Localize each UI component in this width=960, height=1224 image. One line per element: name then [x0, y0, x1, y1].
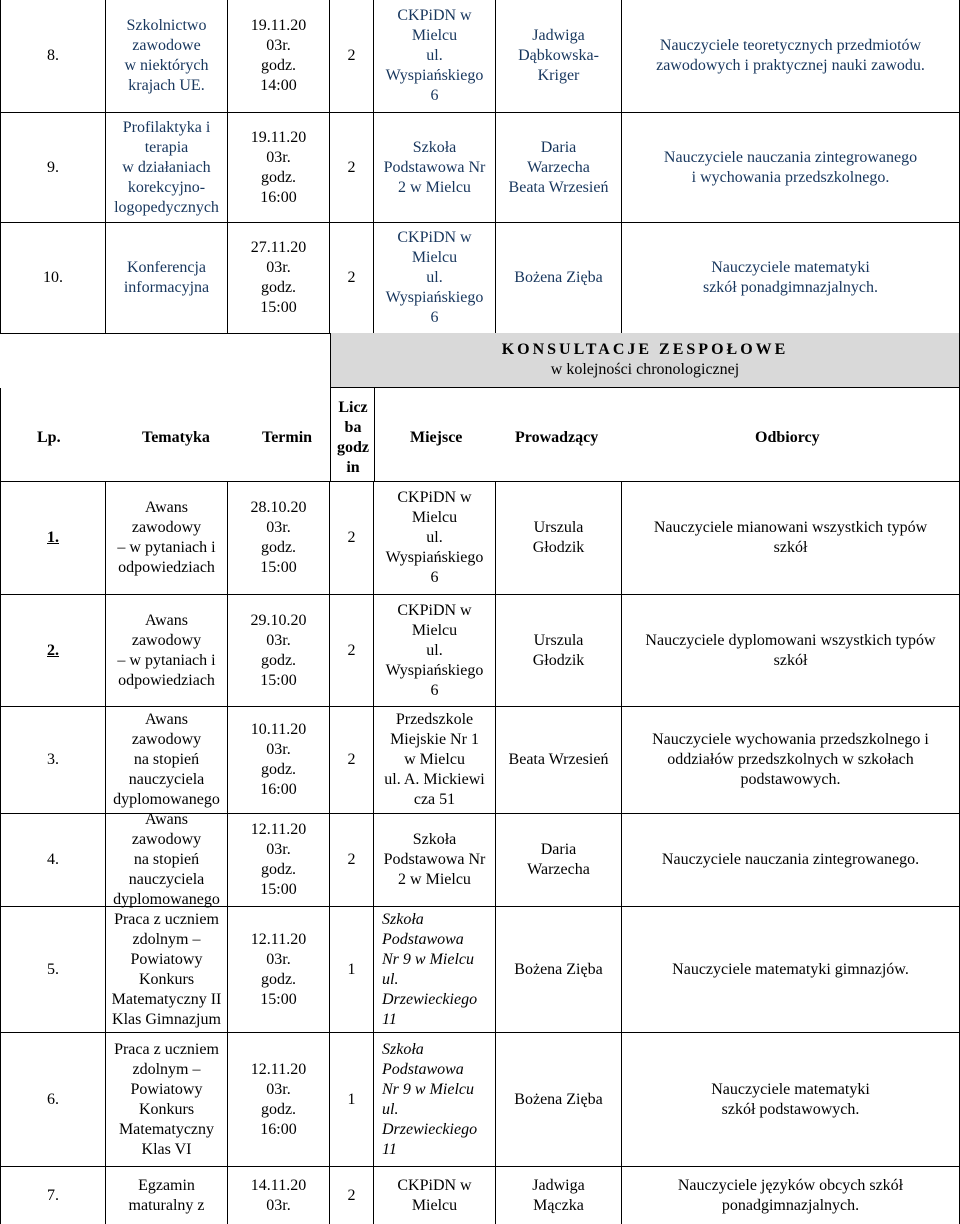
date-cell: 27.11.20 03r. godz. 15:00 [228, 223, 330, 333]
topic-cell: Awans zawodowy na stopień nauczyciela dyplomowanego [106, 814, 228, 906]
header-host: Prowadzący [515, 429, 599, 446]
section-subtitle: w kolejności chronologicznej [550, 361, 740, 378]
audience-cell: Nauczyciele matematyki szkół podstawowych. [622, 1033, 960, 1166]
hours-cell: 2 [330, 482, 374, 594]
topic-cell: Egzamin maturalny z [106, 1167, 228, 1224]
host-cell: Beata Wrzesień [496, 707, 622, 813]
date-cell: 29.10.20 03r. godz. 15:00 [228, 595, 330, 706]
lp-cell: 2. [0, 595, 106, 706]
table-row [0, 0, 960, 113]
topic-cell: Szkolnictwo zawodowe w niektórych krajach UE. [106, 0, 228, 112]
table-row [0, 482, 960, 595]
place-cell: Szkoła Podstawowa Nr 2 w Mielcu [374, 113, 496, 222]
header-place: Miejsce [410, 429, 463, 446]
header-lp: Lp. [37, 429, 61, 446]
table-row [0, 907, 960, 1033]
date-cell: 12.11.20 03r. godz. 15:00 [228, 907, 330, 1032]
table-row [0, 707, 960, 814]
hours-cell: 2 [330, 814, 374, 906]
table-row [0, 1167, 960, 1224]
audience-cell: Nauczyciele nauczania zintegrowanego. [622, 814, 960, 906]
audience-cell: Nauczyciele języków obcych szkół ponadgimnazjalnych. [622, 1167, 960, 1224]
date-cell: 10.11.20 03r. godz. 16:00 [228, 707, 330, 813]
date-cell: 12.11.20 03r. godz. 15:00 [228, 814, 330, 906]
place-cell: CKPiDN w Mielcu ul. Wyspiańskiego 6 [374, 595, 496, 706]
lp-cell: 10. [0, 223, 106, 333]
host-cell: Urszula Głodzik [496, 595, 622, 706]
header-hours: Licz ba godz in [337, 399, 369, 476]
lp-cell: 6. [0, 1033, 106, 1166]
place-cell: Szkoła Podstawowa Nr 9 w Mielcu ul. Drzewieckiego 11 [374, 907, 496, 1032]
hours-cell: 2 [330, 1167, 374, 1224]
header-divider [374, 388, 375, 482]
hours-cell: 1 [330, 907, 374, 1032]
place-cell: Szkoła Podstawowa Nr 2 w Mielcu [374, 814, 496, 906]
topic-cell: Praca z uczniem zdolnym – Powiatowy Konkurs Matematyczny Klas VI [106, 1033, 228, 1166]
lp-cell: 1. [0, 482, 106, 594]
lp-cell: 4. [0, 814, 106, 906]
place-cell: CKPiDN w Mielcu ul. Wyspiańskiego 6 [374, 482, 496, 594]
date-cell: 12.11.20 03r. godz. 16:00 [228, 1033, 330, 1166]
hours-cell: 2 [330, 707, 374, 813]
table-row [0, 595, 960, 707]
place-cell: Szkoła Podstawowa Nr 9 w Mielcu ul. Drzewieckiego 11 [374, 1033, 496, 1166]
lp-cell: 7. [0, 1167, 106, 1224]
audience-cell: Nauczyciele matematyki gimnazjów. [622, 907, 960, 1032]
lp-cell: 3. [0, 707, 106, 813]
date-cell: 19.11.20 03r. godz. 14:00 [228, 0, 330, 112]
header-audience: Odbiorcy [755, 429, 820, 446]
place-cell: CKPiDN w Mielcu ul. Wyspiańskiego 6 [374, 0, 496, 112]
topic-cell: Praca z uczniem zdolnym – Powiatowy Konkurs Matematyczny II Klas Gimnazjum [106, 907, 228, 1032]
header-topic: Tematyka [142, 429, 210, 446]
hours-cell: 2 [330, 0, 374, 112]
place-cell: CKPiDN w Mielcu ul. Wyspiańskiego 6 [374, 223, 496, 333]
audience-cell: Nauczyciele dyplomowani wszystkich typów szkół [622, 595, 960, 706]
host-cell: Daria Warzecha Beata Wrzesień [496, 113, 622, 222]
table-row [0, 223, 960, 334]
host-cell: Bożena Zięba [496, 907, 622, 1032]
audience-cell: Nauczyciele matematyki szkół ponadgimnazjalnych. [622, 223, 960, 333]
topic-cell: Awans zawodowy – w pytaniach i odpowiedziach [106, 482, 228, 594]
audience-cell: Nauczyciele nauczania zintegrowanego i wychowania przedszkolnego. [622, 113, 960, 222]
host-cell: Bożena Zięba [496, 223, 622, 333]
audience-cell: Nauczyciele wychowania przedszkolnego i oddziałów przedszkolnych w szkołach podstawowych. [622, 707, 960, 813]
place-cell: CKPiDN w Mielcu [374, 1167, 496, 1224]
date-cell: 14.11.20 03r. [228, 1167, 330, 1224]
table-row [0, 811, 960, 908]
place-cell: Przedszkole Miejskie Nr 1 w Mielcu ul. A. Mickiewi cza 51 [374, 707, 496, 813]
audience-cell: Nauczyciele mianowani wszystkich typów szkół [622, 482, 960, 594]
host-cell: Bożena Zięba [496, 1033, 622, 1166]
header-border-left [0, 388, 1, 482]
date-cell: 19.11.20 03r. godz. 16:00 [228, 113, 330, 222]
topic-cell: Konferencja informacyjna [106, 223, 228, 333]
host-cell: Jadwiga Dąbkowska- Kriger [496, 0, 622, 112]
section-banner [330, 333, 960, 388]
hours-cell: 2 [330, 595, 374, 706]
hours-cell: 2 [330, 223, 374, 333]
host-cell: Daria Warzecha [496, 814, 622, 906]
table-row [0, 113, 960, 223]
section-title: KONSULTACJE ZESPOŁOWE [501, 341, 789, 358]
lp-cell: 9. [0, 113, 106, 222]
hours-cell: 1 [330, 1033, 374, 1166]
lp-cell: 8. [0, 0, 106, 112]
date-cell: 28.10.20 03r. godz. 15:00 [228, 482, 330, 594]
host-cell: Urszula Głodzik [496, 482, 622, 594]
table-row [0, 1033, 960, 1167]
host-cell: Jadwiga Mączka [496, 1167, 622, 1224]
audience-cell: Nauczyciele teoretycznych przedmiotów zawodowych i praktycznej nauki zawodu. [622, 0, 960, 112]
lp-cell: 5. [0, 907, 106, 1032]
topic-cell: Profilaktyka i terapia w działaniach korekcyjno- logopedycznych [106, 113, 228, 222]
hours-cell: 2 [330, 113, 374, 222]
topic-cell: Awans zawodowy – w pytaniach i odpowiedziach [106, 595, 228, 706]
header-divider [330, 388, 331, 482]
header-date: Termin [262, 429, 313, 446]
topic-cell: Awans zawodowy na stopień nauczyciela dyplomowanego [106, 707, 228, 813]
